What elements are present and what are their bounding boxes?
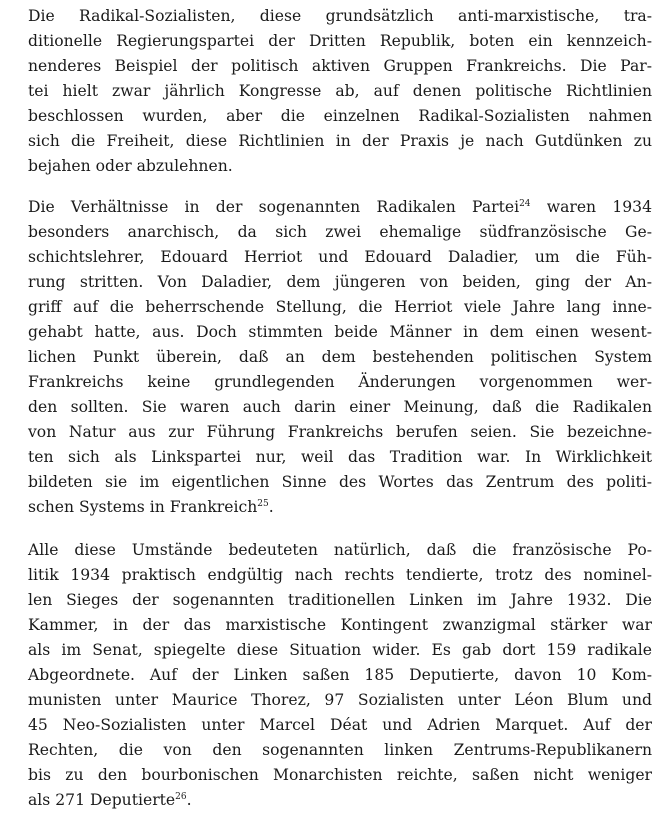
text-line: schichtslehrer, Edouard Herriot und Edouard Daladier, um die Füh- bbox=[28, 248, 652, 266]
paragraph-2 bbox=[28, 195, 652, 520]
footnote-ref-25: 25 bbox=[257, 499, 269, 509]
text-line: von Natur aus zur Führung Frankreichs berufen seien. Sie bezeichne- bbox=[28, 423, 652, 441]
text-line: als im Senat, spiegelte diese Situation wider. Es gab dort 159 radikale bbox=[28, 641, 652, 659]
text-segment: als 271 Deputierte bbox=[28, 791, 176, 809]
text-line: den sollten. Sie waren auch darin einer Meinung, daß die Radikalen bbox=[28, 398, 652, 416]
text-segment: . bbox=[268, 498, 274, 516]
text-line bbox=[28, 788, 652, 813]
text-line: Die Radikal-Sozialisten, diese grundsätzlich anti-marxistische, tra- bbox=[28, 7, 652, 25]
text-line: lichen Punkt überein, daß an dem bestehenden politischen System bbox=[28, 348, 652, 366]
text-segment: waren 1934 bbox=[530, 198, 653, 216]
text-line: Rechten, die von den sogenannten linken Zentrums-Republikanern bbox=[28, 741, 652, 759]
text-line: besonders anarchisch, da sich zwei ehemalige südfranzösische Ge- bbox=[28, 223, 652, 241]
text-line: len Sieges der sogenannten traditionellen Linken im Jahre 1932. Die bbox=[28, 591, 652, 609]
text-line: ditionelle Regierungspartei der Dritten Republik, boten ein kennzeich- bbox=[28, 32, 652, 50]
text-line: bildeten sie im eigentlichen Sinne des Wortes das Zentrum des politi- bbox=[28, 473, 652, 491]
text-line: bis zu den bourbonischen Monarchisten reichte, saßen nicht weniger bbox=[28, 766, 652, 784]
text-line: griff auf die beherrschende Stellung, die Herriot viele Jahre lang inne- bbox=[28, 298, 652, 316]
text-line bbox=[28, 495, 652, 520]
text-line: 45 Neo-Sozialisten unter Marcel Déat und Adrien Marquet. Auf der bbox=[28, 716, 652, 734]
text-segment: Die Verhältnisse in der sogenannten Radikalen Partei bbox=[28, 198, 520, 216]
text-line: Kammer, in der das marxistische Kontingent zwanzigmal stärker war bbox=[28, 616, 652, 634]
text-segment: . bbox=[186, 791, 192, 809]
text-line: ten sich als Linkspartei nur, weil das Tradition war. In Wirklichkeit bbox=[28, 448, 652, 466]
text-line: Frankreichs keine grundlegenden Änderungen vorgenommen wer- bbox=[28, 373, 652, 391]
paragraph-3 bbox=[28, 538, 652, 813]
text-line: litik 1934 praktisch endgültig nach rechts tendierte, trotz des nominel- bbox=[28, 566, 652, 584]
text-line: nenderes Beispiel der politisch aktiven Gruppen Frankreichs. Die Par- bbox=[28, 57, 652, 75]
text-line: beschlossen wurden, aber die einzelnen Radikal-Sozialisten nahmen bbox=[28, 107, 652, 125]
text-line: bejahen oder abzulehnen. bbox=[28, 157, 233, 175]
footnote-ref-26: 26 bbox=[175, 792, 187, 802]
footnote-ref-24: 24 bbox=[519, 199, 531, 209]
text-line: rung stritten. Von Daladier, dem jüngeren von beiden, ging der An- bbox=[28, 273, 652, 291]
text-line: Alle diese Umstände bedeuteten natürlich, daß die französische Po- bbox=[28, 541, 652, 559]
text-line: tei hielt zwar jährlich Kongresse ab, auf denen politische Richtlinien bbox=[28, 82, 652, 100]
text-line: gehabt hatte, aus. Doch stimmten beide Männer in dem einen wesent- bbox=[28, 323, 652, 341]
text-line bbox=[28, 195, 652, 220]
text-line: munisten unter Maurice Thorez, 97 Sozialisten unter Léon Blum und bbox=[28, 691, 652, 709]
text-segment: schen Systems in Frankreich bbox=[28, 498, 258, 516]
paragraph-1 bbox=[28, 4, 652, 179]
text-line: Abgeordnete. Auf der Linken saßen 185 Deputierte, davon 10 Kom- bbox=[28, 666, 652, 684]
text-line: sich die Freiheit, diese Richtlinien in der Praxis je nach Gutdünken zu bbox=[28, 132, 652, 150]
